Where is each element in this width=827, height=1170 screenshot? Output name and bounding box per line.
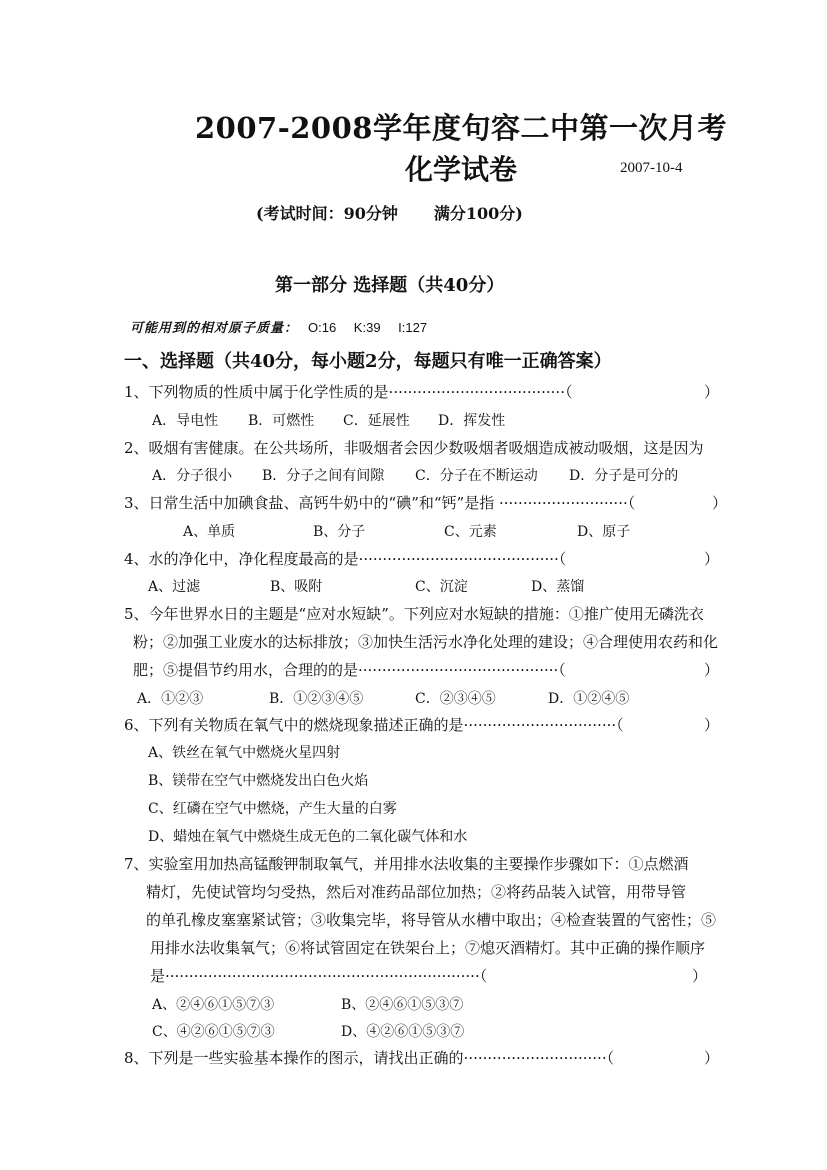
question-5-option-d: D．①②④⑤ bbox=[548, 691, 630, 707]
question-7-option-d: D、④②⑥①⑤③⑦ bbox=[341, 1024, 465, 1040]
question-4-option-d: D、蒸馏 bbox=[531, 579, 585, 595]
question-2-option-c: C．分子在不断运动 bbox=[415, 468, 538, 484]
question-6-option-c: C、红磷在空气中燃烧，产生大量的白雾 bbox=[148, 801, 397, 817]
part-title: 第一部分 选择题（共40分） bbox=[275, 275, 505, 296]
question-7-line-2: 精灯，先使试管均匀受热，然后对准药品部位加热；②将药品装入试管，用带导管 bbox=[146, 883, 687, 901]
question-5-option-c: C．②③④⑤ bbox=[415, 691, 496, 707]
question-4-option-b: B、吸附 bbox=[270, 579, 323, 595]
question-1-option-a: A．导电性 bbox=[152, 413, 219, 429]
question-3-option-c: C、元素 bbox=[444, 524, 497, 540]
question-3-option-d: D、原子 bbox=[577, 524, 631, 540]
question-3-option-b: B、分子 bbox=[313, 524, 366, 540]
question-5-line-3: 肥；⑤提倡节约用水，合理的的是··········································（ bbox=[133, 661, 566, 679]
question-4-option-a: A、过滤 bbox=[148, 579, 201, 595]
question-5-option-a: A．①②③ bbox=[137, 691, 204, 707]
question-3-stem: 3、日常生活中加碘食盐、高钙牛奶中的“碘”和“钙”是指 ···························（ bbox=[124, 494, 636, 512]
question-5-line-1: 5、今年世界水日的主题是“应对水短缺”。下列应对水短缺的措施：①推广使用无磷洗衣 bbox=[124, 605, 704, 623]
question-5-line-2: 粉；②加强工业废水的达标排放；③加快生活污水净化处理的建设；④合理使用农药和化 bbox=[133, 633, 719, 651]
full-score: 满分100分) bbox=[433, 204, 523, 223]
question-7-line-1: 7、实验室用加热高锰酸钾制取氧气，并用排水法收集的主要操作步骤如下：①点燃酒 bbox=[124, 855, 689, 873]
question-8-stem: 8、下列是一些实验基本操作的图示，请找出正确的······························（ bbox=[124, 1049, 615, 1067]
question-7-line-5: 是··································································（ bbox=[150, 967, 488, 985]
question-7-option-a: A、②④⑥①⑤⑦③ bbox=[152, 997, 275, 1013]
section-title: 一、选择题（共40分，每小题2分，每题只有唯一正确答案） bbox=[124, 351, 612, 372]
question-2-stem: 2、吸烟有害健康。在公共场所，非吸烟者会因少数吸烟者吸烟造成被动吸烟，这是因为 bbox=[124, 439, 704, 457]
question-1-option-d: D．挥发性 bbox=[438, 413, 506, 429]
question-7-option-c: C、④②⑥①⑤⑦③ bbox=[152, 1024, 275, 1040]
exam-title: 2007-2008学年度句容二中第一次月考 bbox=[195, 111, 727, 145]
atomic-mass-values: O:16 K:39 I:127 bbox=[308, 320, 428, 335]
exam-subtitle: 化学试卷 bbox=[405, 153, 518, 186]
question-6-stem: 6、下列有关物质在氧气中的燃烧现象描述正确的是································（ bbox=[124, 716, 624, 734]
question-8-close: ） bbox=[704, 1049, 720, 1067]
question-7-close: ） bbox=[692, 967, 708, 985]
question-1-option-c: C．延展性 bbox=[343, 413, 410, 429]
exam-date: 2007-10-4 bbox=[620, 160, 683, 176]
question-5-option-b: B．①②③④⑤ bbox=[269, 691, 364, 707]
atomic-mass-label: 可能用到的相对原子质量： bbox=[130, 321, 299, 336]
question-4-option-c: C、沉淀 bbox=[415, 579, 468, 595]
question-2-option-a: A．分子很小 bbox=[152, 468, 233, 484]
question-6-close: ） bbox=[704, 716, 720, 734]
exam-time: (考试时间：90分钟 bbox=[256, 204, 398, 223]
exam-info bbox=[256, 201, 523, 224]
question-3-close: ） bbox=[712, 494, 728, 512]
question-7-line-3: 的单孔橡皮塞塞紧试管；③收集完毕，将导管从水槽中取出；④检查装置的气密性；⑤ bbox=[146, 911, 717, 929]
question-7-option-b: B、②④⑥①⑤③⑦ bbox=[341, 997, 464, 1013]
atomic-mass-line bbox=[130, 317, 427, 336]
question-7-line-4: 用排水法收集氧气；⑥将试管固定在铁架台上；⑦熄灭酒精灯。其中正确的操作顺序 bbox=[150, 939, 706, 957]
question-5-close: ） bbox=[704, 661, 720, 679]
question-2-option-d: D．分子是可分的 bbox=[569, 468, 679, 484]
question-1-stem: 1、下列物质的性质中属于化学性质的是·····································（ bbox=[124, 383, 573, 401]
question-3-option-a: A、单质 bbox=[183, 524, 236, 540]
question-2-option-b: B．分子之间有间隙 bbox=[262, 468, 385, 484]
question-4-close: ） bbox=[704, 550, 720, 568]
question-6-option-b: B、镁带在空气中燃烧发出白色火焰 bbox=[148, 773, 369, 789]
question-1-close: ） bbox=[704, 383, 720, 401]
question-1-option-b: B．可燃性 bbox=[248, 413, 315, 429]
question-6-option-a: A、铁丝在氧气中燃烧火星四射 bbox=[148, 745, 341, 761]
question-4-stem: 4、水的净化中，净化程度最高的是··········································（ bbox=[124, 550, 567, 568]
question-6-option-d: D、蜡烛在氧气中燃烧生成无色的二氧化碳气体和水 bbox=[148, 829, 468, 845]
